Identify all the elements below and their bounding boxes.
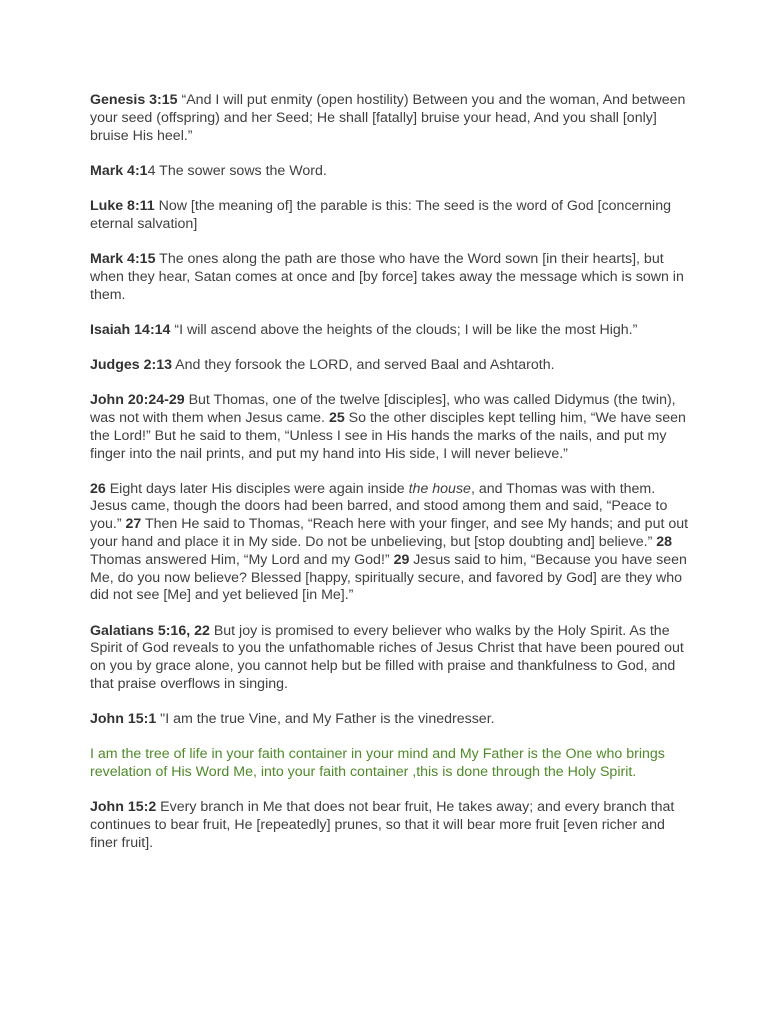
verse-reference: Mark 4:1 bbox=[90, 162, 148, 179]
verse-john-15-2 bbox=[90, 799, 690, 852]
verse-isaiah-14-14 bbox=[90, 322, 690, 340]
verse-text: Thomas answered Him, “My Lord and my God!” bbox=[90, 551, 394, 568]
verse-reference: John 15:1 bbox=[90, 711, 157, 728]
verse-luke-8-11 bbox=[90, 198, 690, 234]
verse-text: But joy is promised to every believer who walks by the Holy Spirit. As the Spirit of God reveals to you the unfathomable riches of Jesus Christ that have been poured out on you by grace alone, you cannot help but be filled with praise and thankfulness to God, and that praise overflows in singing. bbox=[90, 622, 684, 693]
verse-text: But Thomas, one of the twelve [disciples], who was called Didymus (the twin), was not with them when Jesus came. bbox=[90, 392, 676, 426]
verse-number: 25 bbox=[328, 409, 345, 426]
verse-text: Then He said to Thomas, “Reach here with your finger, and see My hands; and put out your hand and place it in My side. Do not be unbelieving, but [stop doubting and] believe.” bbox=[90, 516, 689, 551]
verse-number: 28 bbox=[656, 534, 673, 551]
verse-reference: Genesis 3:15 bbox=[90, 92, 178, 108]
verse-reference: Judges 2:13 bbox=[90, 356, 173, 373]
verse-text: , and Thomas was with them. Jesus came, though the doors had been barred, and stood among them and said, “Peace to you.” bbox=[90, 480, 668, 533]
document-page bbox=[90, 92, 690, 870]
verse-mark-4-14 bbox=[90, 163, 690, 181]
verse-reference: Isaiah 14:14 bbox=[90, 321, 171, 338]
verse-number: 29 bbox=[393, 551, 410, 568]
commentary-paragraph bbox=[90, 746, 690, 782]
verse-text: Every branch in Me that does not bear fruit, He takes away; and every branch that continues to bear fruit, He [repeatedly] prunes, so that it will bear more fruit [even richer and finer fruit]. bbox=[90, 799, 675, 851]
verse-text: Now [the meaning of] the parable is this: The seed is the word of God [concerning eternal salvation] bbox=[90, 197, 671, 232]
verse-judges-2-13 bbox=[90, 357, 690, 375]
verse-reference: Galatians 5:16, 22 bbox=[90, 622, 210, 639]
verse-galatians-5-16-22 bbox=[90, 623, 690, 694]
verse-text: Eight days later His disciples were again inside bbox=[105, 480, 409, 497]
verse-genesis-3-15 bbox=[90, 92, 690, 145]
verse-john-15-1 bbox=[90, 711, 690, 729]
commentary-text: I am the tree of life in your faith container in your mind and My Father is the One who brings revelation of His Word Me, into your faith container ,this is done through the Holy Spirit. bbox=[90, 746, 665, 781]
verse-text: 4 The sower sows the Word. bbox=[147, 162, 327, 179]
verse-mark-4-15 bbox=[90, 251, 690, 304]
verse-number: 26 bbox=[90, 480, 106, 497]
verse-text: So the other disciples kept telling him, “We have seen the Lord!” But he said to them, “Unless I see in His hands the marks of the nails, and put my finger into the nail prints, and put my hand into His side, I will never believe.” bbox=[90, 409, 686, 462]
verse-john-20-26-29 bbox=[90, 481, 690, 606]
verse-italic-text: the house bbox=[408, 480, 471, 497]
verse-reference: Luke 8:11 bbox=[90, 197, 155, 214]
verse-text: “I will ascend above the heights of the clouds; I will be like the most High.” bbox=[170, 321, 638, 338]
verse-text: The ones along the path are those who have the Word sown [in their hearts], but when they hear, Satan comes at once and [by force] takes away the message which is sown in them. bbox=[90, 250, 684, 303]
verse-reference: Mark 4:15 bbox=[90, 250, 156, 267]
verse-text: “And I will put enmity (open hostility) Between you and the woman, And between your seed (offspring) and her Seed; He shall [fatally] bruise your head, And you shall [only] bruise His heel.” bbox=[90, 92, 686, 144]
verse-number: 27 bbox=[125, 516, 142, 533]
verse-text: And they forsook the LORD, and served Baal and Ashtaroth. bbox=[172, 356, 555, 373]
verse-reference: John 15:2 bbox=[90, 799, 157, 816]
verse-text: Jesus said to him, “Because you have seen Me, do you now believe? Blessed [happy, spiritually secure, and favored by God] are they who did not see [Me] and yet believed [in Me].” bbox=[90, 551, 687, 604]
verse-john-20-24-29 bbox=[90, 392, 690, 463]
verse-text: "I am the true Vine, and My Father is the vinedresser. bbox=[156, 711, 495, 728]
verse-reference: John 20:24-29 bbox=[90, 392, 185, 409]
